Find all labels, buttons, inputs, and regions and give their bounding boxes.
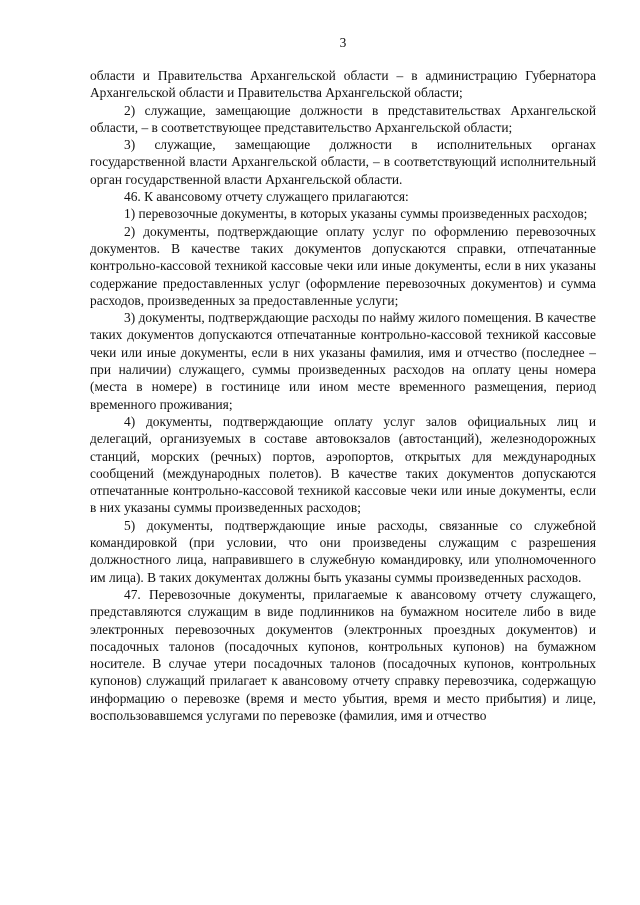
paragraph-item-3-executive-bodies: 3) служащие, замещающие должности в исполнительных органах государственной власти Архангельской области, – в соответствующий исполнительный орган государственной власти Архангельской области. [90, 137, 596, 187]
paragraph-46-item-3: 3) документы, подтверждающие расходы по найму жилого помещения. В качестве таких документов допускаются отпечатанные контрольно-кассовой техникой кассовые чеки или иные документы, если в них указаны фамилия, имя и отчество (последнее – при наличии) служащего, суммы произведенных расходов на оплату цены номера (места в номере) в гостинице или ином месте временного размещения, период временного проживания; [90, 310, 596, 412]
page-number: 3 [339, 35, 347, 50]
paragraph-46-item-1: 1) перевозочные документы, в которых указаны суммы произведенных расходов; [124, 206, 588, 222]
paragraph-46-heading: 46. К авансовому отчету служащего прилагаются: [124, 189, 409, 205]
paragraph-continued: области и Правительства Архангельской области – в администрацию Губернатора Архангельской области и Правительства Архангельской области; [90, 68, 596, 101]
paragraph-46-item-2: 2) документы, подтверждающие оплату услуг по оформлению перевозочных документов. В качестве таких документов допускаются справки, отпечатанные контрольно-кассовой техникой кассовые чеки или иные документы, если в них указаны содержание предоставленных услуг (оформление перевозочных документов) и сумма расходов, произведенных за предоставленные услуги; [90, 223, 596, 308]
paragraph-47: 47. Перевозочные документы, прилагаемые к авансовому отчету служащего, представляются служащим в виде подлинников на бумажном носителе либо в виде электронных перевозочных документов (электронных проездных документов) и посадочных талонов (посадочных купонов, контрольных купонов) на бумажном носителе. В случае утери посадочных талонов (посадочных купонов, контрольных купонов) служащий прилагает к авансовому отчету справку перевозчика, содержащую информацию о перевозке (время и место убытия, время и место прибытия) и лице, воспользовавшемся услугами по перевозке (фамилия, имя и отчество [90, 586, 596, 723]
paragraph-46-item-4: 4) документы, подтверждающие оплату услуг залов официальных лиц и делегаций, организуемых в составе автовокзалов (автостанций), железнодорожных станций, морских (речных) портов, аэропортов, открытых для международных сообщений (международных полетов). В качестве таких документов допускаются отпечатанные контрольно-кассовой техникой кассовые чеки или иные документы, если в них указаны суммы произведенных расходов; [90, 413, 596, 516]
paragraph-46-item-5: 5) документы, подтверждающие иные расходы, связанные со служебной командировкой (при условии, что они произведены служащим с разрешения должностного лица, направившего в служебную командировку, или уполномоченного им лица). В таких документах должны быть указаны суммы произведенных расходов. [90, 517, 596, 585]
paragraph-item-2-representations: 2) служащие, замещающие должности в представительствах Архангельской области, – в соответствующее представительство Архангельской области; [90, 102, 596, 135]
